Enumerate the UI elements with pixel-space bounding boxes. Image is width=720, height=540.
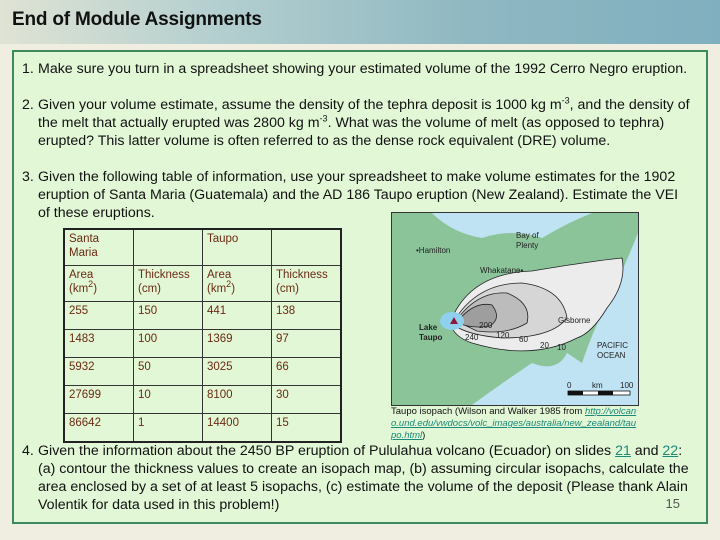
unit: (km [69,283,89,295]
contour-label: 20 [540,341,549,350]
unit: (km [207,283,227,295]
group-taupo: Taupo [203,229,272,266]
cell: 3025 [203,358,272,386]
caption-text: ) [422,430,426,441]
text-part: Given your volume estimate, assume the density of the tephra deposit is 1000 kg m [38,97,562,113]
cell: 50 [134,358,203,386]
slide-title: End of Module Assignments [12,9,262,30]
cell: 97 [272,330,342,358]
header-area [203,266,272,302]
map-label: Lake [419,323,438,332]
item-number: 3. [22,169,34,185]
taupo-isopach-map [391,212,639,406]
cell: 255 [64,302,134,330]
page-number: 15 [665,496,680,511]
scale-label: 100 [620,381,634,390]
table-row [64,358,341,386]
cell: 8100 [203,386,272,414]
contour-label: 120 [496,331,510,340]
table-row [64,302,341,330]
cell: 1 [134,414,203,443]
contour-label: 60 [519,335,528,344]
unit: ) [231,283,236,295]
group-santa-maria: Santa Maria [64,229,134,266]
map-label: PACIFIC [597,341,628,350]
cell: 1483 [64,330,134,358]
item-text: Given the following table of information, use your spreadsheet to make volume estimates for the 1902 eruption of Santa Maria (Guatemala) and the AD 186 Taupo eruption (New Zealand). Estimate the VEI of these eruptions. [38,169,679,221]
cell: 138 [272,302,342,330]
label: Thickness [276,269,328,281]
slide-22-link[interactable]: 22 [662,443,679,459]
contour-label: 200 [479,321,493,330]
header-thickness [272,266,342,302]
slide-21-link[interactable]: 21 [615,443,631,459]
table-row [64,330,341,358]
assignment-2 [22,96,692,150]
text-part: , and the density of the melt that actually erupted was 2800 kg m [38,97,690,131]
scale-label: 0 [567,381,572,390]
cell: 15 [272,414,342,443]
unit: (cm) [276,283,299,295]
cell: 27699 [64,386,134,414]
cell: 1369 [203,330,272,358]
label: Area [69,269,94,281]
content-box [12,50,708,524]
empty-cell [134,229,203,266]
text-part: : (a) contour the thickness values to create an isopach map, (b) assuming circular isopachs, calculate the area enclosed by a set of at least 5 isopachs, (c) estimate the volume of the deposit (Please thank Alain Volentik for data used in this problem!) [38,443,689,513]
map-label: Whakatane• [480,266,524,275]
item-number: 4. [22,443,34,459]
title-bar [0,0,720,44]
label: Thickness [138,269,190,281]
superscript: -3 [319,113,328,124]
assignment-4 [22,442,692,514]
map-label: Plenty [516,241,539,250]
header-area [64,266,134,302]
table-row [64,414,341,443]
eruption-data-table [63,228,342,443]
cell: 150 [134,302,203,330]
label: Area [207,269,232,281]
cell: 14400 [203,414,272,443]
item-text: Make sure you turn in a spreadsheet showing your estimated volume of the 1992 Cerro Negro eruption. [38,61,688,77]
table-row [64,386,341,414]
caption-text: Taupo isopach (Wilson and Walker 1985 from [391,406,585,417]
cell: 30 [272,386,342,414]
superscript: -3 [561,95,570,106]
map-label: Bay of [516,231,539,240]
item-text [22,96,692,150]
text-part: . What was the volume of melt (as opposed to tephra) erupted? This latter volume is often referred to as the dense rock equivalent (DRE) volume. [38,115,665,149]
cell: 441 [203,302,272,330]
map-caption [391,406,641,442]
map-label: Taupo [419,333,443,342]
text-part: Given the information about the 2450 BP eruption of Pululahua volcano (Ecuador) on slides [38,443,616,459]
cell: 86642 [64,414,134,443]
map-label: OCEAN [597,351,626,360]
cell: 100 [134,330,203,358]
sup: 2 [88,279,94,290]
item-number: 2. [22,97,34,113]
contour-label: 10 [557,343,566,352]
cell: 5932 [64,358,134,386]
item-text [22,442,692,514]
item-number: 1. [22,61,34,77]
text-part: and [630,443,663,459]
cell: 66 [272,358,342,386]
map-label: •Hamilton [416,246,451,255]
header-thickness [134,266,203,302]
assignment-1 [22,60,692,78]
contour-label: 240 [465,333,479,342]
cell: 10 [134,386,203,414]
scale-label: km [592,381,603,390]
map-label: Gisborne [558,316,591,325]
empty-cell [272,229,342,266]
unit: ) [93,283,98,295]
unit: (cm) [138,283,161,295]
sup: 2 [226,279,232,290]
scale-bar [568,391,630,395]
source-link[interactable]: http://volcano.und.edu/vwdocs/volc_images/australia/new_zealand/taupo.html [391,406,637,441]
